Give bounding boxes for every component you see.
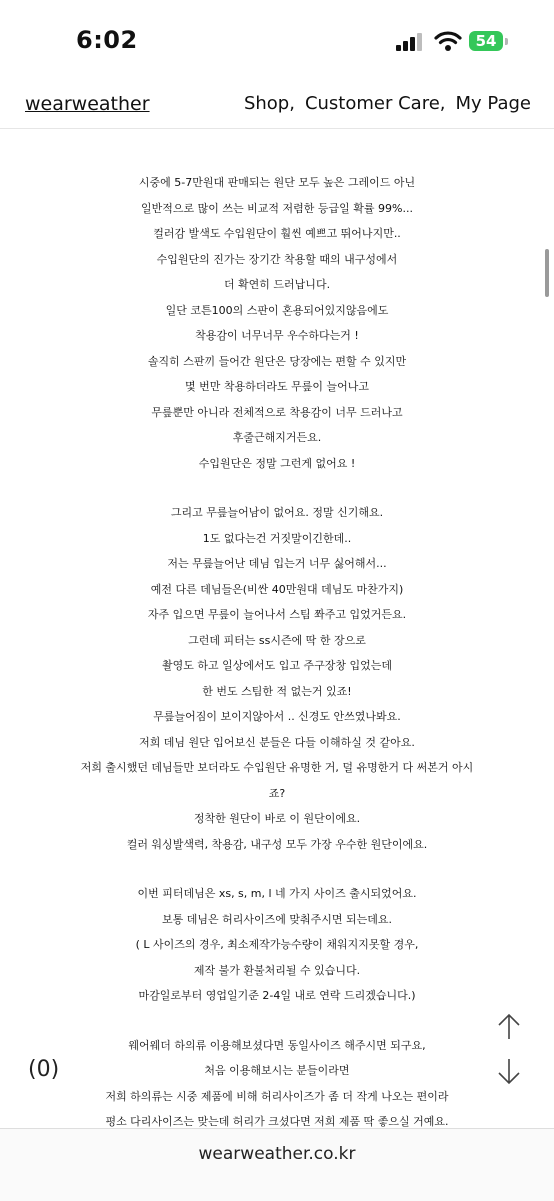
description-line: 한 번도 스팀한 적 없는거 있죠! <box>202 684 352 698</box>
wifi-icon <box>434 30 462 52</box>
description-line: 일단 코튼100의 스판이 혼용되어있지않음에도 <box>165 303 389 317</box>
nav-my-page[interactable]: My Page <box>455 93 531 114</box>
description-paragraph <box>0 500 554 857</box>
description-line: 저는 무릎늘어난 데님 입는거 너무 싫어해서... <box>167 557 387 570</box>
description-line: 마감일로부터 영업일기준 2-4일 내로 연락 드리겠습니다.) <box>138 989 416 1002</box>
description-line: 자주 입으면 무릎이 늘어나서 스팀 쫘주고 입었거든요. <box>147 608 407 621</box>
description-line: 저희 데님 원단 입어보신 분들은 다들 이해하실 것 같아요. <box>139 735 415 749</box>
description-line: 촬영도 하고 일상에서도 입고 주구장창 입었는데 <box>161 659 392 672</box>
logo-link[interactable]: wearweather <box>25 93 150 115</box>
description-line: 일반적으로 많이 쓰는 비교적 저렴한 등급일 확률 99%... <box>141 201 413 215</box>
description-line: 무릎뿐만 아니라 전체적으로 착용감이 너무 드러나고 <box>151 405 403 419</box>
description-line: 그리고 무릎늘어남이 없어요. 정말 신기해요. <box>170 506 384 519</box>
description-line: 웨어웨더 하의류 이용해보셨다면 동일사이즈 해주시면 되구요, <box>128 1038 426 1052</box>
description-line: 평소 다리사이즈는 맞는데 허리가 크셨다면 저희 제품 딱 좋으실 거예요. <box>105 1115 449 1128</box>
description-line: 더 확연히 드러납니다. <box>223 278 331 291</box>
cart-count[interactable]: (0) <box>28 1057 60 1082</box>
description-line: 보통 데님은 허리사이즈에 맞춰주시면 되는데요. <box>161 912 392 926</box>
status-time: 6:02 <box>76 26 138 54</box>
description-line: ( L 사이즈의 경우, 최소제작가능수량이 채워지지못할 경우, <box>135 938 419 951</box>
description-line: 처음 이용해보시는 분들이라면 <box>204 1064 350 1077</box>
nav-customer-care[interactable]: Customer Care, <box>304 93 446 114</box>
description-line: 이번 피터데님은 xs, s, m, l 네 가지 사이즈 출시되었어요. <box>137 887 417 900</box>
url-text[interactable]: wearweather.co.kr <box>198 1144 356 1164</box>
description-paragraph <box>0 170 554 476</box>
description-line: 컬러감 발색도 수입원단이 훨씬 예쁘고 뛰어나지만.. <box>153 227 401 240</box>
site-header <box>0 80 554 129</box>
product-description <box>0 170 554 1159</box>
nav-shop[interactable]: Shop, <box>243 93 295 114</box>
main-nav <box>244 93 531 114</box>
status-bar <box>0 0 554 80</box>
description-paragraph <box>0 881 554 1009</box>
arrow-down-icon[interactable] <box>496 1058 522 1086</box>
description-line: 컬러 워싱발색력, 착용감, 내구성 모두 가장 우수한 원단이에요. <box>126 837 428 851</box>
description-line: 그런데 피터는 ss시즌에 딱 한 장으로 <box>188 633 366 647</box>
description-line: 1도 없다는건 거짓말이긴한데.. <box>202 531 352 545</box>
description-line: 수입원단은 정말 그런게 없어요 ! <box>198 456 356 470</box>
signal-icon <box>396 33 424 51</box>
description-line: 시중에 5-7만원대 판매되는 원단 모두 높은 그레이드 아닌 <box>138 176 416 189</box>
browser-address-bar <box>0 1128 554 1201</box>
arrow-up-icon[interactable] <box>496 1012 522 1040</box>
description-line: 제작 불가 환불처리될 수 있습니다. <box>193 963 361 977</box>
description-line: 수입원단의 진가는 장기간 착용할 때의 내구성에서 <box>156 252 398 266</box>
description-line: 정착한 원단이 바로 이 원단이에요. <box>193 812 361 825</box>
description-line: 후줄근해지거든요. <box>232 431 322 444</box>
description-line: 저희 하의류는 시중 제품에 비해 허리사이즈가 좀 더 작게 나오는 편이라 <box>105 1089 449 1103</box>
battery-icon <box>469 31 511 53</box>
description-line: 몇 번만 착용하더라도 무릎이 늘어나고 <box>184 380 369 393</box>
battery-level: 54 <box>469 31 503 51</box>
description-line: 저희 출시했던 데님들만 보더라도 수입원단 유명한 거, 덜 유명한거 다 써본거 아시 <box>80 761 474 774</box>
description-line: 무릎늘어짐이 보이지않아서 .. 신경도 안쓰였나봐요. <box>153 710 401 723</box>
description-line: 죠? <box>268 786 286 800</box>
description-line: 예전 다른 데님들은(비싼 40만원대 데님도 마찬가지) <box>150 582 404 596</box>
description-paragraph <box>0 1033 554 1135</box>
description-line: 솔직히 스판끼 들어간 원단은 당장에는 편할 수 있지만 <box>147 354 407 368</box>
battery-tip <box>505 38 508 45</box>
description-line: 착용감이 너무너무 우수하다는거 ! <box>195 329 359 342</box>
